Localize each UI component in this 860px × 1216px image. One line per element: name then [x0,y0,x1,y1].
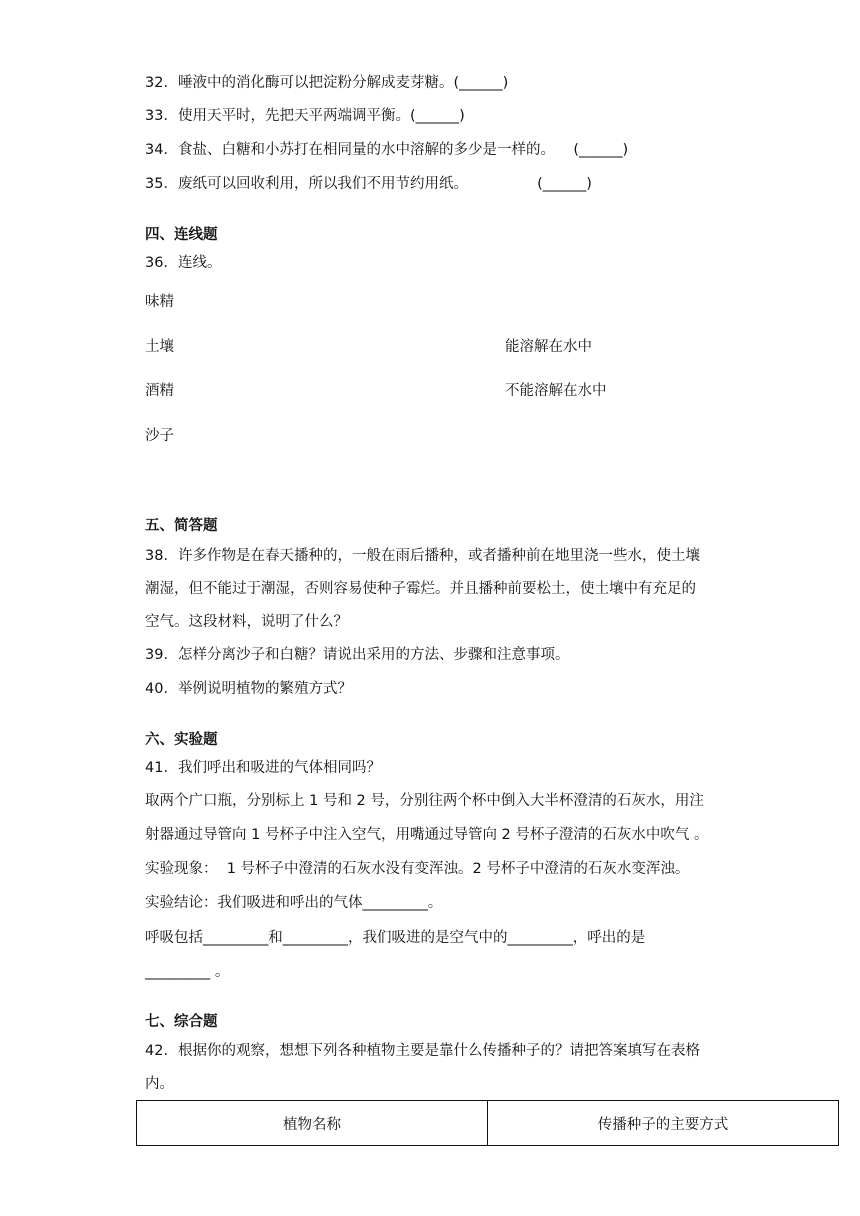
experiment-line: 实验结论：我们吸进和呼出的气体_________。 [145,895,443,911]
question-40: 40．举例说明植物的繁殖方式？ [145,681,352,697]
table-header-dispersal-method: 传播种子的主要方式 [488,1101,839,1146]
match-right-item: 能溶解在水中 [505,339,592,355]
question-42-line: 42．根据你的观察，想想下列各种植物主要是靠什么传播种子的？请把答案填写在表格 [145,1043,700,1059]
question-38-line: 38．许多作物是在春天播种的，一般在雨后播种，或者播种前在地里浇一些水，使土壤 [145,548,700,564]
question-38-line: 潮湿，但不能过于潮湿，否则容易使种子霉烂。并且播种前要松土，使土壤中有充足的 [145,581,696,597]
question-41: 41．我们呼出和吸进的气体相同吗？ [145,760,381,776]
answer-table [136,1100,839,1146]
table-row [137,1101,839,1146]
question-42-line: 内。 [145,1076,174,1092]
match-left-item: 沙子 [145,428,174,444]
experiment-line: 取两个广口瓶，分别标上 1 号和 2 号，分别往两个杯中倒入大半杯澄清的石灰水，用注 [145,793,704,809]
experiment-line: 呼吸包括_________和_________，我们吸进的是空气中的_________，呼出的是 [145,930,646,946]
experiment-line: _________ 。 [145,964,230,980]
experiment-line: 射器通过导管向 1 号杯子中注入空气，用嘴通过导管向 2 号杯子澄清的石灰水中吹气 。 [145,827,709,843]
match-right-item: 不能溶解在水中 [505,383,607,399]
question-36: 36．连线。 [145,255,222,271]
match-left-item: 土壤 [145,339,174,355]
experiment-line: 实验现象： 1 号杯子中澄清的石灰水没有变浑浊。2 号杯子中澄清的石灰水变浑浊。 [145,861,690,877]
question-34: 34．食盐、白糖和小苏打在相同量的水中溶解的多少是一样的。 (______) [145,142,629,158]
question-33: 33．使用天平时，先把天平两端调平衡。(______) [145,108,465,124]
table-header-plant-name: 植物名称 [137,1101,488,1146]
question-39: 39．怎样分离沙子和白糖？请说出采用的方法、步骤和注意事项。 [145,647,570,663]
question-38-line: 空气。这段材料，说明了什么？ [145,614,348,630]
question-35: 35．废纸可以回收利用，所以我们不用节约用纸。 (______) [145,176,592,192]
section-heading-experiment: 六、实验题 [145,732,218,748]
section-heading-matching: 四、连线题 [145,227,218,243]
match-left-item: 味精 [145,294,174,310]
section-heading-comprehensive: 七、综合题 [145,1014,218,1030]
question-32: 32．唾液中的消化酶可以把淀粉分解成麦芽糖。(______) [145,75,509,91]
section-heading-short-answer: 五、简答题 [145,518,218,534]
match-left-item: 酒精 [145,383,174,399]
